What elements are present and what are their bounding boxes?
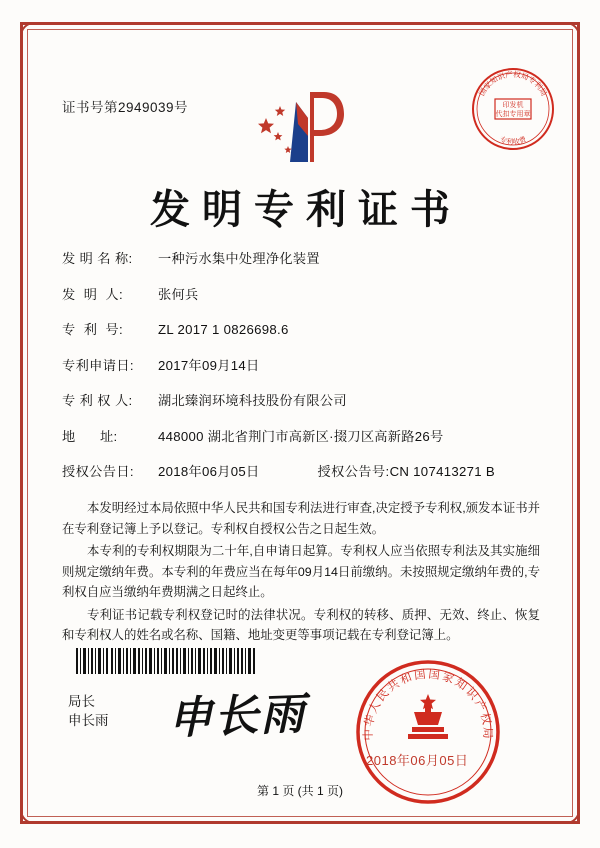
field-label: 发 明 名 称: [62,251,133,266]
field-value: 448000 湖北省荆门市高新区·掇刀区高新路26号 [158,428,444,444]
handwritten-signature: 申长雨 [167,688,308,745]
field-inventor [62,284,542,303]
page-footer: 第 1 页 (共 1 页) [256,784,343,798]
paragraph-1: 本发明经过本局依照中华人民共和国专利法进行审查,决定授予专利权,颁发本证书并在专利登记簿上予以登记。专利权自授权公告之日起生效。 [62,501,540,536]
corner-ornament-top-right [540,22,580,62]
seal-date: 2018年06月05日 [366,753,469,768]
svg-text:国家知识产权局专利局: 国家知识产权局专利局 [477,69,549,98]
page-title: 发明专利证书 [150,187,462,233]
director-title [68,692,109,730]
publication-number-value: CN 107413271 B [389,464,495,479]
field-value: 张何兵 [158,286,199,302]
certificate-number: 证书号第2949039号 [62,100,189,115]
field-value: ZL 2017 1 0826698.6 [158,322,289,337]
patent-logo-icon [252,88,348,170]
publication-date-label: 授权公告日: [62,464,135,479]
director-name: 申长雨 [68,713,109,728]
field-invention-name [62,248,542,267]
field-label: 专利申请日: [62,357,135,373]
field-address [62,426,542,445]
field-label: 专 利 权 人: [62,393,133,408]
field-label: 专 利 号: [62,322,124,337]
field-publication [62,461,542,480]
issuing-office-stamp [470,66,556,152]
patent-fields [62,248,542,497]
field-application-date [62,355,542,374]
field-label: 发 明 人: [62,286,124,302]
field-value: 2017年09月14日 [158,357,260,373]
legal-text [62,498,540,648]
svg-text:中华人民共和国国家知识产权局: 中华人民共和国国家知识产权局 [360,666,496,741]
svg-text:专利收费: 专利收费 [498,135,528,147]
svg-text:代扣专用章: 代扣专用章 [495,110,531,118]
field-value: 一种污水集中处理净化装置 [158,251,320,266]
field-patent-number [62,319,542,338]
corner-ornament-top-left [20,22,60,62]
publication-date-value: 2018年06月05日 [158,464,260,479]
svg-text:印发机: 印发机 [502,101,524,109]
field-value: 湖北臻润环境科技股份有限公司 [158,393,347,408]
publication-number-label: 授权公告号: [317,464,390,479]
director-title-line1: 局长 [68,694,95,709]
paragraph-3: 专利证书记载专利权登记时的法律状况。专利权的转移、质押、无效、终止、恢复和专利权人的姓名或名称、国籍、地址变更等事项记载在专利登记簿上。 [62,607,540,642]
barcode-icon [76,648,256,674]
field-patentee [62,390,542,409]
field-label: 地 址: [62,428,118,444]
paragraph-2: 本专利的专利权期限为二十年,自申请日起算。专利权人应当依照专利法及其实施细则规定缴纳年费。本专利的年费应当在每年09月14日前缴纳。未按照规定缴纳年费的,专利权自应当缴纳年费期满之日起终止。 [62,544,540,599]
